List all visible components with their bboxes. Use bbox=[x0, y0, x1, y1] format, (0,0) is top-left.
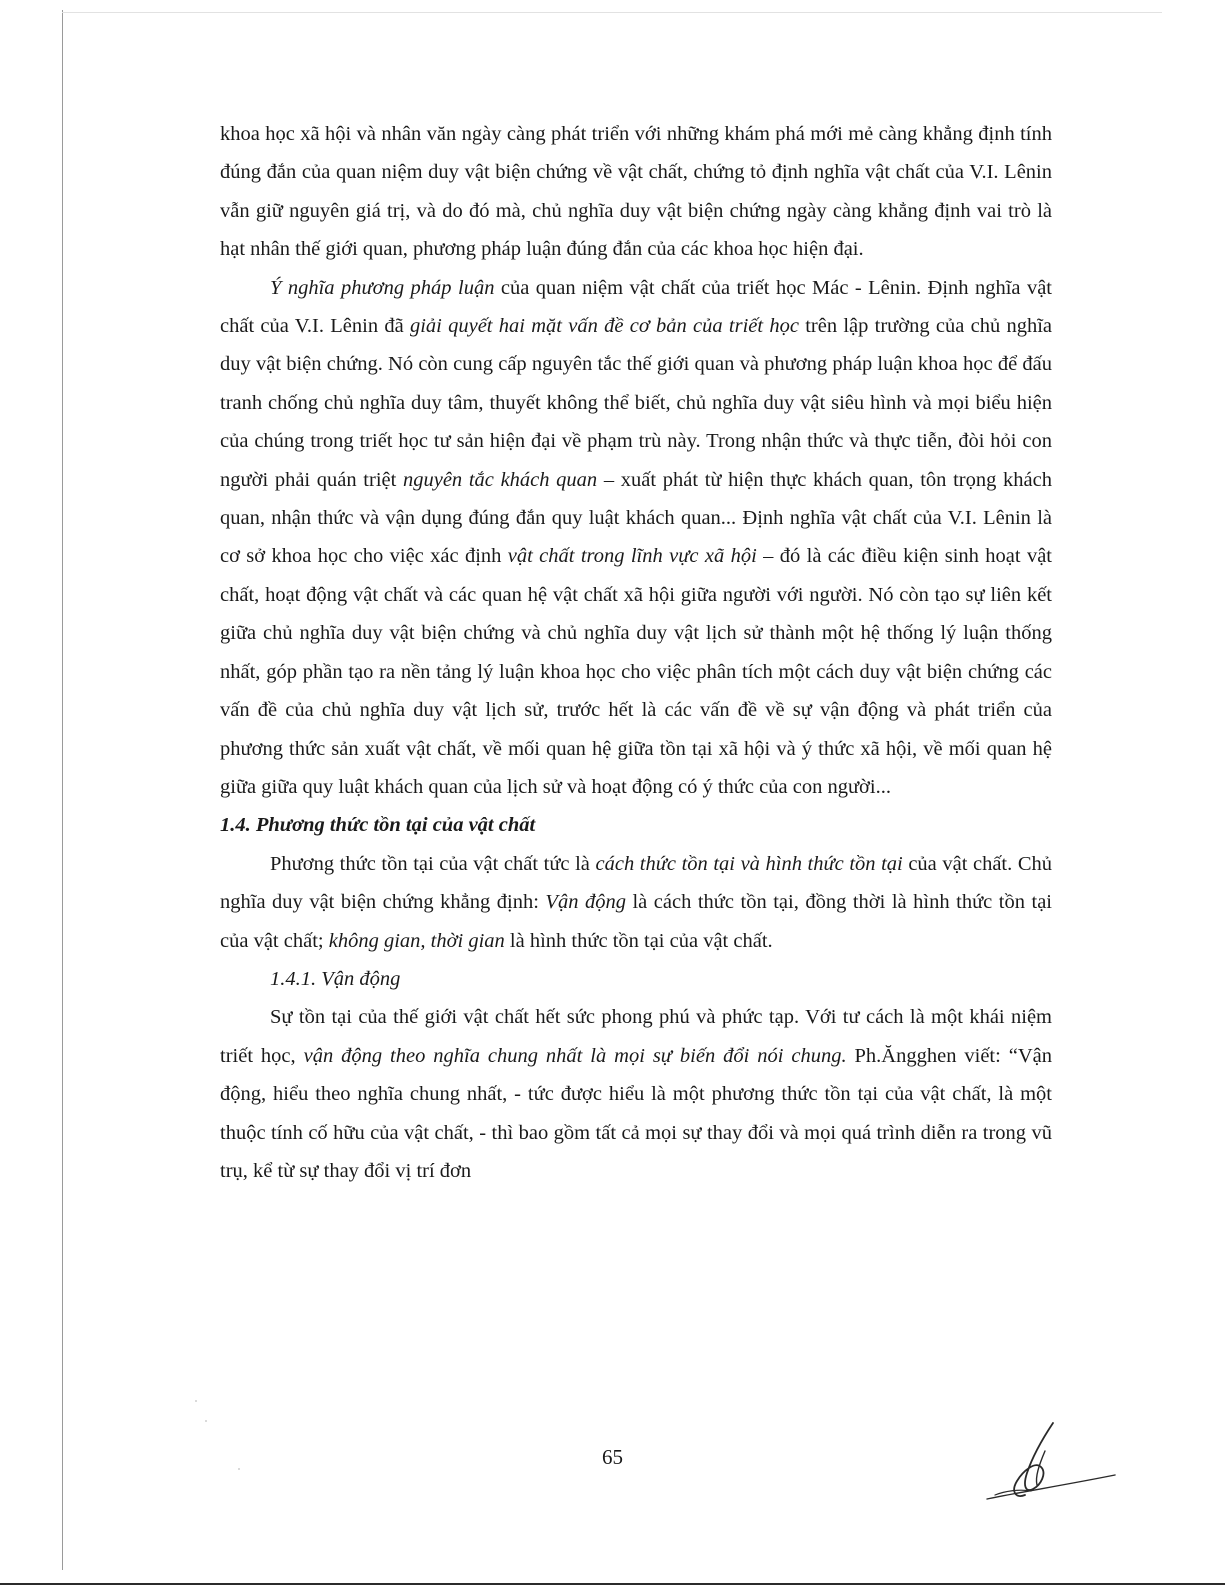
text-run: là cách thức tồn tại, đồng thời là hình thức tồn tại của vật chất; bbox=[220, 891, 1052, 952]
text-run: của quan niệm vật chất của triết học Mác - Lênin. Định nghĩa vật chất của V.I. Lênin đã bbox=[220, 276, 1052, 338]
scan-speck bbox=[205, 1420, 207, 1422]
italic-term: vật chất trong lĩnh vực xã hội bbox=[507, 545, 757, 568]
italic-term: vận động theo nghĩa chung nhất là mọi sự biến đổi nói chung. bbox=[303, 1044, 847, 1067]
text-run: Sự tồn tại của thế giới vật chất hết sức phong phú và phức tạp. Với tư cách là một khái niệm triết học, bbox=[220, 1006, 1052, 1067]
text-run: Ph.Ăngghen viết: “Vận động, hiểu theo nghĩa chung nhất, - tức được hiểu là một phương thức tồn tại của vật chất, là một thuộc tính cố hữu của vật chất, - thì bao gồm tất cả mọi sự thay đổi và mọi quá trình diễn ra trong vũ trụ, kể từ sự thay đổi vị trí đơn bbox=[220, 1044, 1052, 1182]
scan-left-edge bbox=[62, 10, 63, 1570]
italic-term: Vận động bbox=[545, 891, 626, 914]
paragraph-3 bbox=[220, 845, 1052, 960]
scan-speck bbox=[195, 1400, 197, 1402]
handwritten-signature bbox=[975, 1415, 1125, 1525]
text-run: Phương thức tồn tại của vật chất tức là bbox=[270, 852, 596, 875]
italic-term: không gian, thời gian bbox=[328, 929, 505, 952]
italic-term: cách thức tồn tại và hình thức tồn tại bbox=[595, 852, 903, 875]
paragraph-4 bbox=[220, 998, 1052, 1190]
text-run: trên lập trường của chủ nghĩa duy vật biện chứng. Nó còn cung cấp nguyên tắc thế giới quan và phương pháp luận khoa học để đấu tranh chống chủ nghĩa duy tâm, thuyết không thể biết, chủ nghĩa duy vật siêu hình và mọi biểu hiện của chúng trong triết học tư sản hiện đại về phạm trù này. Trong nhận thức và thực tiễn, đòi hỏi con người phải quán triệt bbox=[220, 315, 1053, 491]
scan-top-edge bbox=[62, 12, 1162, 13]
section-heading-1-4: 1.4. Phương thức tồn tại của vật chất bbox=[220, 814, 536, 837]
italic-term: Ý nghĩa phương pháp luận bbox=[270, 276, 495, 299]
italic-term: giải quyết hai mặt vấn đề cơ bản của triết học bbox=[409, 315, 799, 338]
paragraph-1: khoa học xã hội và nhân văn ngày càng phát triển với những khám phá mới mẻ càng khẳng định tính đúng đắn của quan niệm duy vật biện chứng về vật chất, chứng tỏ định nghĩa vật chất của V.I. Lênin vẫn giữ nguyên giá trị, và do đó mà, chủ nghĩa duy vật biện chứng ngày càng khẳng định vai trò là hạt nhân thế giới quan, phương pháp luận đúng đắn của các khoa học hiện đại. bbox=[220, 123, 1052, 261]
page-number: 65 bbox=[602, 1445, 623, 1469]
text-run: – xuất phát từ hiện thực khách quan, tôn trọng khách quan, nhận thức và vận dụng đúng đắn quy luật khách quan... Định nghĩa vật chất của V.I. Lênin là cơ sở khoa học cho việc xác định bbox=[220, 468, 1052, 568]
paragraph-2 bbox=[220, 269, 1052, 807]
text-run: của vật chất. Chủ nghĩa duy vật biện chứng khẳng định: bbox=[220, 852, 1052, 914]
subsection-heading-1-4-1: 1.4.1. Vận động bbox=[270, 967, 401, 990]
page-body bbox=[220, 115, 1052, 1190]
italic-term: nguyên tắc khách quan bbox=[402, 468, 598, 491]
text-run: là hình thức tồn tại của vật chất. bbox=[504, 929, 773, 952]
text-run: – đó là các điều kiện sinh hoạt vật chất, hoạt động vật chất và các quan hệ vật chất xã hội giữa người với người. Nó còn tạo sự liên kết giữa chủ nghĩa duy vật biện chứng và chủ nghĩa duy vật lịch sử thành một hệ thống lý luận thống nhất, góp phần tạo ra nền tảng lý luận khoa học cho việc phân tích một cách duy vật biện chứng các vấn đề của chủ nghĩa duy vật lịch sử, trước hết là các vấn đề về sự vận động và phát triển của phương thức sản xuất vật chất, về mối quan hệ giữa tồn tại xã hội và ý thức xã hội, về mối quan hệ giữa giữa quy luật khách quan của lịch sử và hoạt động có ý thức của con người... bbox=[220, 545, 1053, 798]
